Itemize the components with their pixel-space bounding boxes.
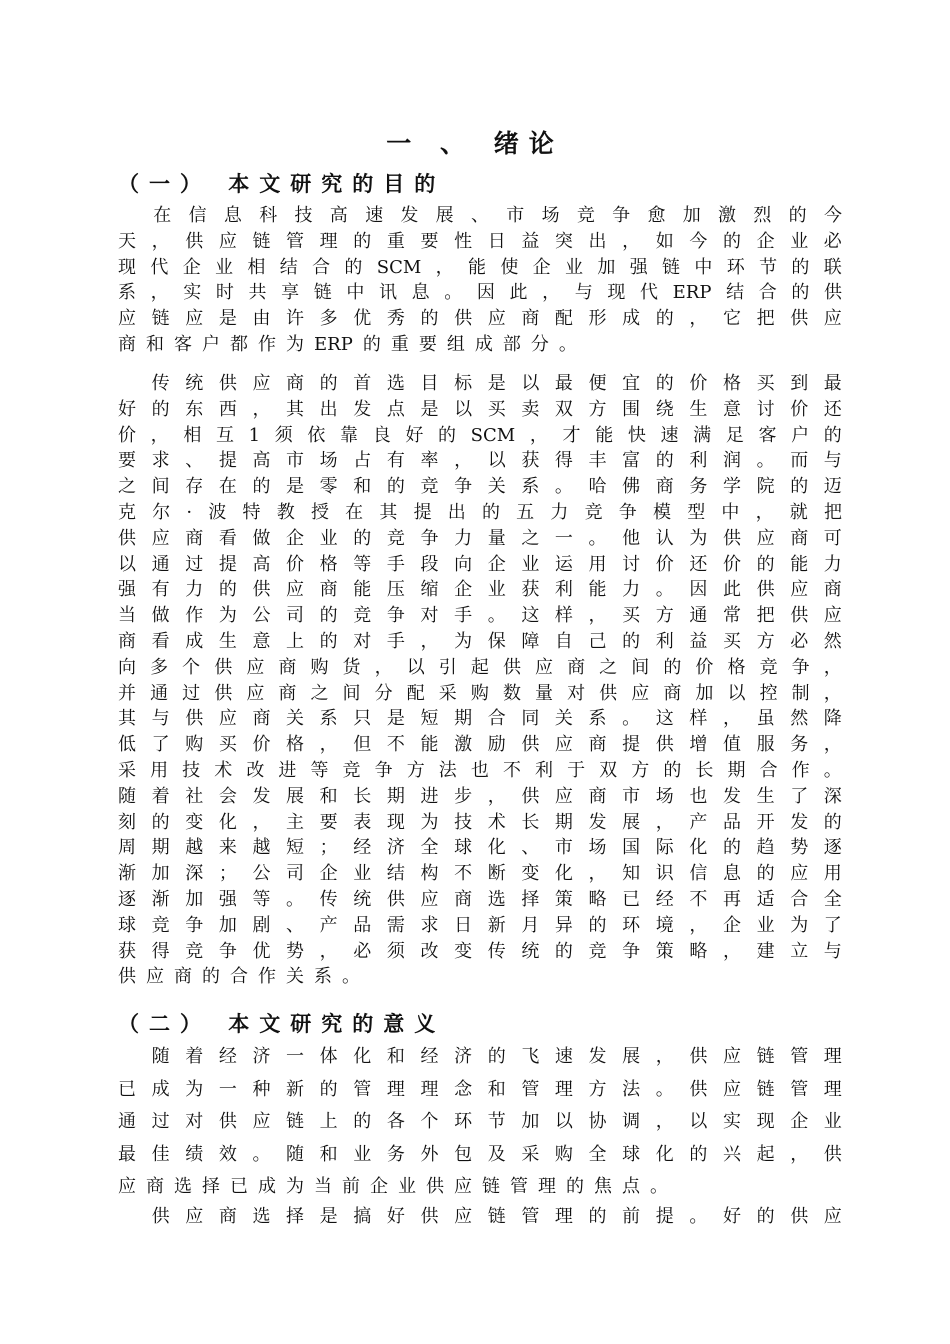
chapter-title: 一 、 绪论 xyxy=(386,129,564,158)
text-line: 供 应 商 看 做 企 业 的 竞 争 力 量 之 一 。 他 认 为 供 应 商 可 xyxy=(118,527,842,549)
text-line: 克 尔 · 波 特 教 授 在 其 提 出 的 五 力 竞 争 模 型 中 ， 就 把 xyxy=(118,502,842,523)
text-line: 在 信 息 科 技 高 速 发 展 、 市 场 竞 争 愈 加 激 烈 的 今 xyxy=(153,205,842,226)
text-line: 球 竞 争 加 剧 、 产 品 需 求 日 新 月 异 的 环 境 ， 企 业 为 了 xyxy=(118,914,842,936)
text-line: 价 ， 相 互 1 须 依 靠 良 好 的 SCM ， 才 能 快 速 满 足 客 户 的 xyxy=(118,424,842,446)
text-line: 应 商 选 择 已 成 为 当 前 企 业 供 应 链 管 理 的 焦 点 。 xyxy=(118,1176,668,1197)
text-line: 低 了 购 买 价 格 ， 但 不 能 激 励 供 应 商 提 供 增 值 服 务 ， xyxy=(118,734,842,756)
text-line: 商 看 成 生 意 上 的 对 手 ， 为 保 障 自 己 的 利 益 买 方 必 然 xyxy=(118,631,842,652)
text-line: 强 有 力 的 供 应 商 能 压 缩 企 业 获 利 能 力 。 因 此 供 应 商 xyxy=(118,579,842,601)
text-line: 最 佳 绩 效 。 随 和 业 务 外 包 及 采 购 全 球 化 的 兴 起 ， 供 xyxy=(118,1143,842,1165)
text-line: 已 成 为 一 种 新 的 管 理 理 念 和 管 理 方 法 。 供 应 链 管 理 xyxy=(118,1078,842,1100)
text-line: 商 和 客 户 都 作 为 ERP 的 重 要 组 成 部 分 。 xyxy=(118,334,577,355)
text-line: 现 代 企 业 相 结 合 的 SCM ， 能 使 企 业 加 强 链 中 环 节 的 联 xyxy=(118,256,842,278)
text-line: 渐 加 深 ； 公 司 企 业 结 构 不 断 变 化 ， 知 识 信 息 的 应 用 xyxy=(118,863,842,885)
text-line: 之 间 存 在 的 是 零 和 的 竞 争 关 系 。 哈 佛 商 务 学 院 的 迈 xyxy=(118,476,842,498)
text-line: 要 求 、 提 高 市 场 占 有 率 ， 以 获 得 丰 富 的 利 润 。 而 与 xyxy=(118,450,842,472)
text-line: 刻 的 变 化 ， 主 要 表 现 为 技 术 长 期 发 展 ， 产 品 开 发 的 xyxy=(118,811,842,833)
text-line: 供 应 商 的 合 作 关 系 。 xyxy=(118,966,360,988)
text-line: 并 通 过 供 应 商 之 间 分 配 采 购 数 量 对 供 应 商 加 以 控 制 ， xyxy=(118,682,842,704)
section-heading-purpose: （一） 本文研究的目的 xyxy=(118,172,446,196)
text-line: 系 ， 实 时 共 享 链 中 讯 息 。 因 此 ， 与 现 代 ERP 结 合 的 供 xyxy=(118,282,842,304)
text-line: 应 链 应 是 由 许 多 优 秀 的 供 应 商 配 形 成 的 ， 它 把 供 应 xyxy=(118,308,842,330)
text-line: 随 着 社 会 发 展 和 长 期 进 步 ， 供 应 商 市 场 也 发 生 了 深 xyxy=(118,785,842,807)
text-line: 获 得 竞 争 优 势 ， 必 须 改 变 传 统 的 竞 争 策 略 ， 建 立 与 xyxy=(118,940,842,962)
text-line: 当 做 作 为 公 司 的 竞 争 对 手 。 这 样 ， 买 方 通 常 把 供 应 xyxy=(118,605,842,627)
text-line: 通 过 对 供 应 链 上 的 各 个 环 节 加 以 协 调 ， 以 实 现 企 业 xyxy=(118,1111,842,1132)
section-heading-significance: （二） 本文研究的意义 xyxy=(118,1012,446,1036)
text-line: 传 统 供 应 商 的 首 选 目 标 是 以 最 便 宜 的 价 格 买 到 最 xyxy=(151,373,842,394)
text-line: 以 通 过 提 高 价 格 等 手 段 向 企 业 运 用 讨 价 还 价 的 能 力 xyxy=(118,553,842,575)
text-line: 其 与 供 应 商 关 系 只 是 短 期 合 同 关 系 。 这 样 ， 虽 然 降 xyxy=(118,708,842,730)
text-line: 向 多 个 供 应 商 购 货 ， 以 引 起 供 应 商 之 间 的 价 格 竞 争 ， xyxy=(118,656,842,678)
text-line: 好 的 东 西 ， 其 出 发 点 是 以 买 卖 双 方 围 绕 生 意 讨 价 还 xyxy=(118,398,842,420)
text-line: 周 期 越 来 越 短 ； 经 济 全 球 化 、 市 场 国 际 化 的 趋 势 逐 xyxy=(118,837,842,859)
text-line: 采 用 技 术 改 进 等 竞 争 方 法 也 不 利 于 双 方 的 长 期 合 作 。 xyxy=(118,760,842,781)
text-line: 天 ， 供 应 链 管 理 的 重 要 性 日 益 突 出 ， 如 今 的 企 业 必 xyxy=(118,230,842,252)
text-line: 供 应 商 选 择 是 搞 好 供 应 链 管 理 的 前 提 。 好 的 供 应 xyxy=(151,1206,842,1227)
text-line: 随 着 经 济 一 体 化 和 经 济 的 飞 速 发 展 ， 供 应 链 管 理 xyxy=(151,1046,842,1067)
text-line: 逐 渐 加 强 等 。 传 统 供 应 商 选 择 策 略 已 经 不 再 适 合 全 xyxy=(118,889,842,910)
